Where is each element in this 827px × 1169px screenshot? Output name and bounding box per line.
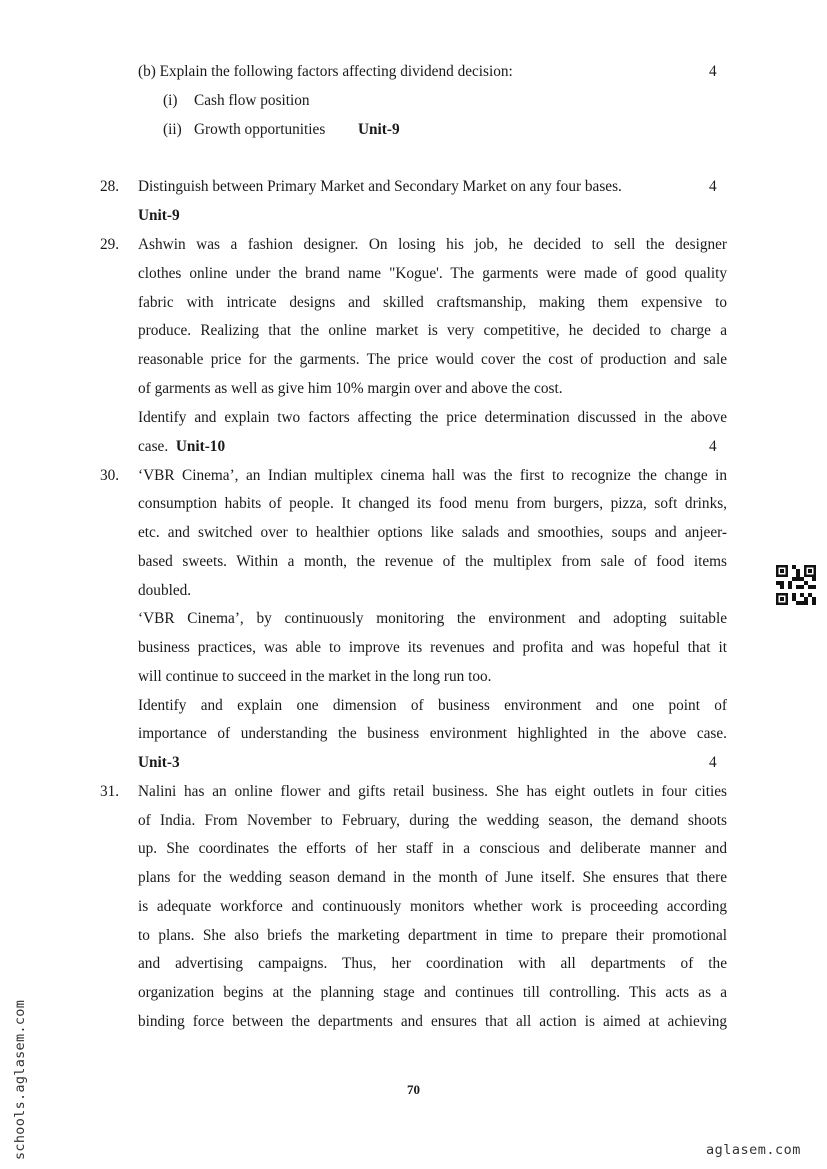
q28-unit: Unit-9 [138, 207, 180, 224]
q31-number: 31. [100, 783, 120, 800]
q30-line: Identify and explain one dimension of business environment and one point of [138, 697, 727, 714]
q28-text: Distinguish between Primary Market and Secondary Market on any four bases. [138, 178, 622, 195]
q29-number: 29. [100, 236, 120, 253]
q30-line: consumption habits of people. It changed its food menu from burgers, pizza, soft drinks, [138, 495, 727, 512]
q29-line: fabric with intricate designs and skilled craftsmanship, making them expensive to [138, 294, 727, 311]
q28-number: 28. [100, 178, 120, 195]
page-number: 70 [407, 1082, 420, 1097]
q30-line: based sweets. Within a month, the revenue of the multiplex from sale of food items [138, 553, 727, 570]
q27b-item-i-text: Cash flow position [194, 92, 310, 109]
q30-line: will continue to succeed in the market in the long run too. [138, 668, 492, 685]
q27b-stem: (b) Explain the following factors affecting dividend decision: [138, 63, 513, 80]
qr-code-icon[interactable] [776, 565, 816, 605]
footer-watermark[interactable]: aglasem.com [706, 1142, 801, 1158]
side-watermark: schools.aglasem.com [12, 999, 28, 1160]
q27b-marks: 4 [709, 63, 717, 80]
q30-line: importance of understanding the business environment highlighted in the above case. [138, 725, 727, 742]
q29-line: clothes online under the brand name "Kogue'. The garments were made of good quality [138, 265, 727, 282]
q30-marks: 4 [709, 754, 717, 771]
q31-line: binding force between the departments and ensures that all action is aimed at achieving [138, 1013, 727, 1030]
q29-unit: Unit-10 [175, 438, 226, 455]
q29-line: produce. Realizing that the online market is very competitive, he decided to charge a [138, 322, 727, 339]
q31-line: and advertising campaigns. Thus, her coordination with all departments of the [138, 955, 727, 972]
q27b-item-i-label: (i) [163, 92, 178, 109]
q31-line: up. She coordinates the efforts of her staff in a conscious and deliberate manner and [138, 840, 727, 857]
q29-marks: 4 [709, 438, 717, 455]
q27b-unit: Unit-9 [358, 121, 400, 138]
q31-line: is adequate workforce and continuously monitors whether work is proceeding according [138, 898, 727, 915]
q31-line: of India. From November to February, during the wedding season, the demand shoots [138, 812, 727, 829]
q29-line: of garments as well as give him 10% margin over and above the cost. [138, 380, 563, 397]
q31-line: Nalini has an online flower and gifts retail business. She has eight outlets in four cities [138, 783, 727, 800]
q30-line: etc. and switched over to healthier options like salads and smoothies, soups and anjeer- [138, 524, 727, 541]
q27b-item-ii-text: Growth opportunities [194, 121, 326, 138]
q30-line: ‘VBR Cinema’, by continuously monitoring the environment and adopting suitable [138, 610, 727, 627]
q29-line: reasonable price for the garments. The price would cover the cost of production and sale [138, 351, 727, 368]
q31-line: to plans. She also briefs the marketing department in time to prepare their promotional [138, 927, 727, 944]
q28-marks: 4 [709, 178, 717, 195]
q30-line: doubled. [138, 582, 192, 599]
q30-unit: Unit-3 [138, 754, 180, 771]
q29-line: Ashwin was a fashion designer. On losing his job, he decided to sell the designer [138, 236, 727, 253]
q30-line: ‘VBR Cinema’, an Indian multiplex cinema hall was the first to recognize the change in [138, 467, 727, 484]
q30-number: 30. [100, 467, 120, 484]
q30-line: business practices, was able to improve its revenues and profita and was hopeful that it [138, 639, 727, 656]
q29-last-line: case. Unit-10 [138, 438, 226, 455]
q31-line: plans for the wedding season demand in the month of June itself. She ensures that there [138, 869, 727, 886]
q27b-item-ii-label: (ii) [163, 121, 182, 138]
q29-line: Identify and explain two factors affecting the price determination discussed in the above [138, 409, 727, 426]
q31-line: organization begins at the planning stage and continues till controlling. This acts as a [138, 984, 727, 1001]
